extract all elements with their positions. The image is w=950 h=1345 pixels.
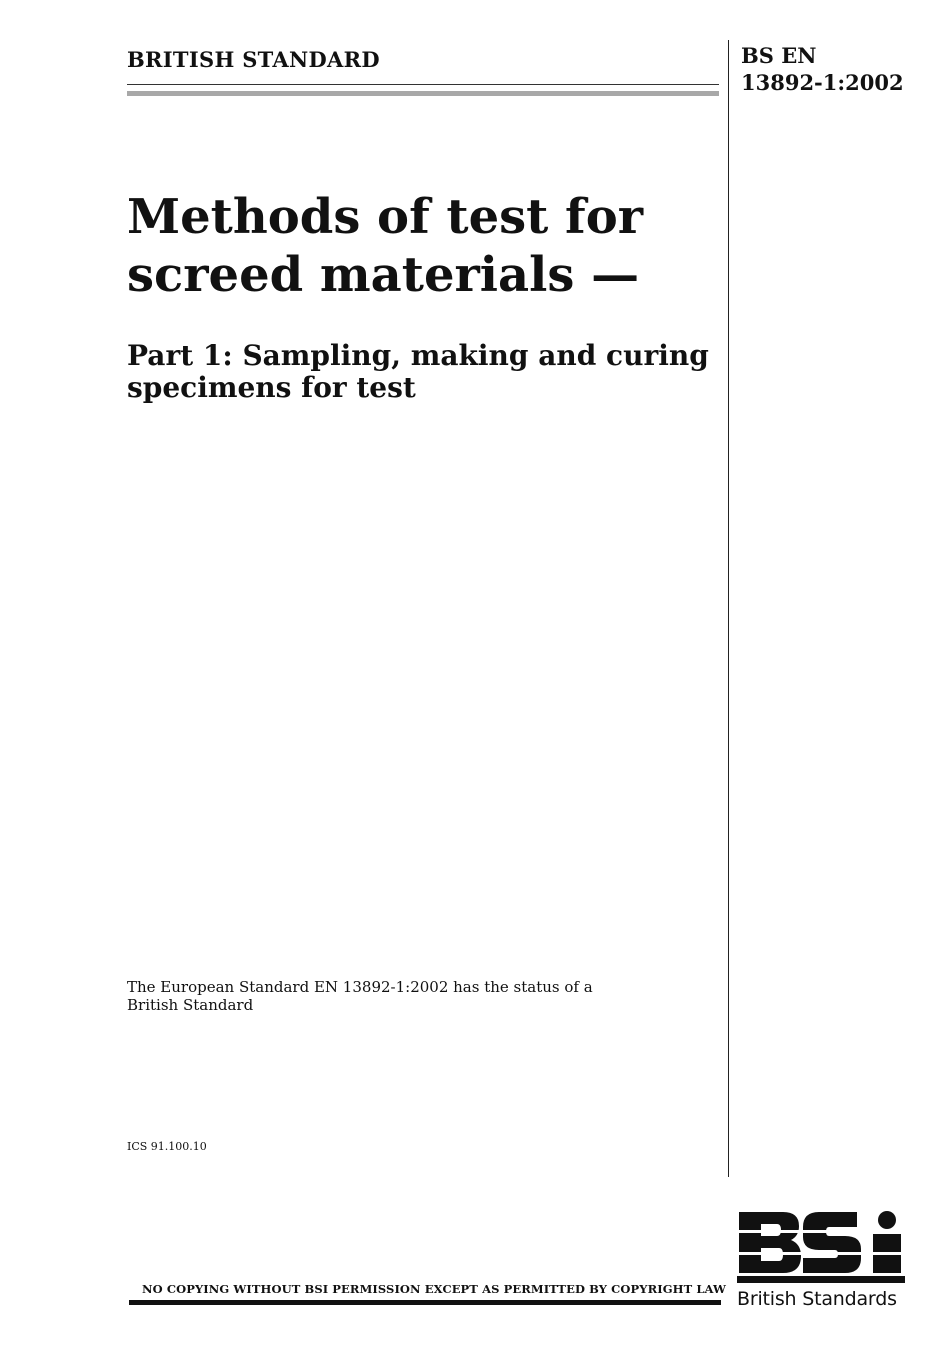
bsi-logo-caption: British Standards	[737, 1288, 897, 1310]
status-note	[127, 978, 717, 1014]
status-note-line1: The European Standard EN 13892-1:2002 has the status of a	[127, 978, 593, 996]
page-title	[127, 188, 717, 304]
page-title-line1: Methods of test for	[127, 189, 643, 245]
bsi-logo-letter-i-dot	[878, 1211, 896, 1229]
status-note-line2: British Standard	[127, 996, 254, 1014]
header-thick-rule	[127, 91, 719, 96]
copyright-notice: NO COPYING WITHOUT BSI PERMISSION EXCEPT AS PERMITTED BY COPYRIGHT LAW	[142, 1282, 727, 1296]
vertical-divider	[728, 40, 729, 1177]
bsi-logo-letter-b	[739, 1212, 801, 1273]
page-subtitle-line1: Part 1: Sampling, making and curing	[127, 339, 709, 372]
document-number	[741, 42, 941, 96]
header-thin-rule	[127, 84, 719, 85]
ics-code: ICS 91.100.10	[127, 1140, 207, 1153]
bsi-logo-base-bar	[737, 1276, 905, 1283]
header-label: BRITISH STANDARD	[127, 47, 380, 72]
page-subtitle-line2: specimens for test	[127, 371, 416, 404]
page-subtitle	[127, 340, 722, 404]
document-number-line1: BS EN	[741, 43, 817, 68]
bsi-logo-letter-s	[803, 1212, 861, 1273]
document-number-line2: 13892-1:2002	[741, 70, 904, 95]
footer-rule	[129, 1300, 721, 1305]
page-title-line2: screed materials —	[127, 247, 640, 303]
